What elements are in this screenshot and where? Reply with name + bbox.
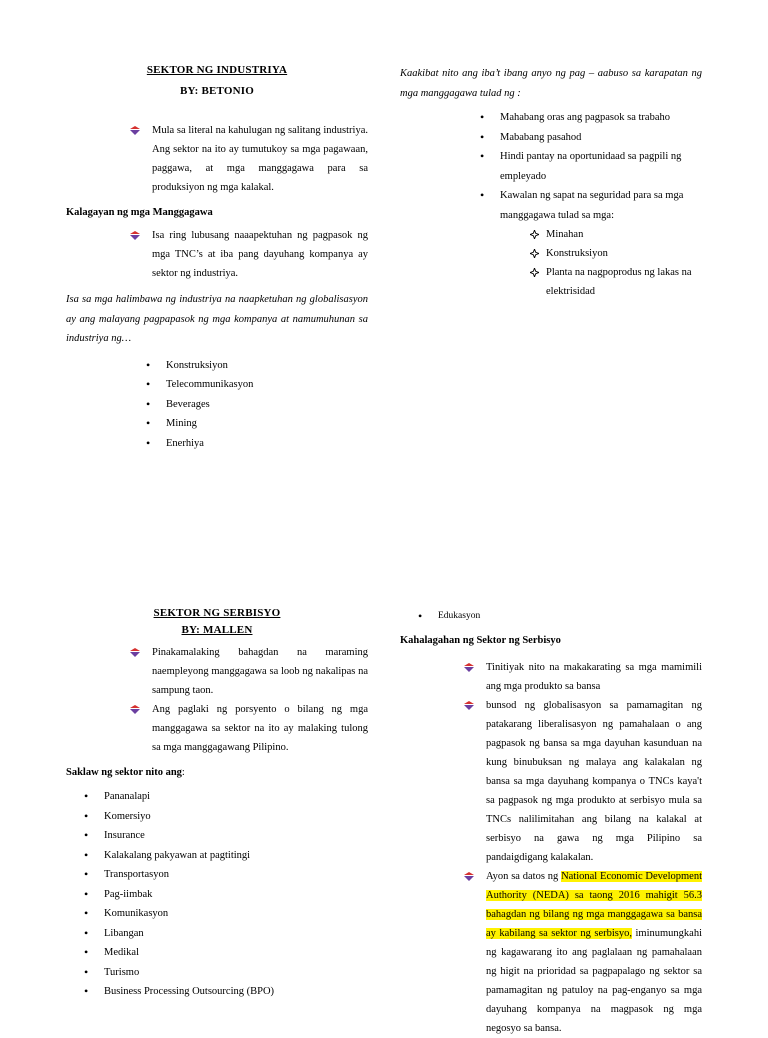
saklaw-list [82, 787, 368, 1002]
neda-item [464, 867, 702, 1038]
list-item: • Business Processing Outsourcing (BPO) [82, 982, 368, 1002]
list-item: • Komersiyo [82, 807, 368, 827]
serbisyo-column [66, 607, 368, 1002]
neda-prefix: Ayon sa datos ng [486, 870, 562, 882]
kahalagahan-item-text: bunsod ng globalisasyon sa pamamagitan ng patakarang liberalisasyon ng pamahalaan o ang pagpasok ng bansa sa mga dayuhan kasunduan na kung binubuksan ng malaya ang kalakalan ng bansa sa mga dayuhang kompanya o TNCs kaya't sa pagpasok ng mga produkto at serbisyo mula sa TNCs nalilimitahan ang bilang na kalakal at serbisyo na gawa ng mga Pilipino sa pandaigdigang kalakalan. [486, 699, 702, 863]
kahalagahan-item-text: Tinitiyak nito na makakarating sa mga mamimili ang mga produkto sa bansa [486, 661, 702, 692]
list-item: • Hindi pantay na oportunidaad sa pagpili ng empleyado [478, 147, 702, 186]
diamond-bullet-icon [530, 268, 539, 277]
serbisyo-item-text: Ang paglaki ng porsyento o bilang ng mga manggagawa sa sektor na ito ay malaking tulong sa mga manggagawang Pilipino. [152, 704, 368, 753]
list-item: • Mining [144, 414, 368, 434]
industriya-intro [130, 121, 368, 197]
kahalagahan-items [464, 658, 702, 867]
serbisyo-item-text: Pinakamalaking bahagdan na maraming naempleyong manggagawa sa loob ng nakalipas na sampung taon. [152, 647, 368, 696]
arrow-bullet-icon [464, 872, 474, 881]
sub-list-text: Planta na nagpoprodus ng lakas na elektrisidad [546, 267, 692, 297]
industriya-title: SEKTOR NG INDUSTRIYA [146, 64, 288, 76]
list-item: • Medikal [82, 943, 368, 963]
list-item: • Pananalapi [82, 787, 368, 807]
sub-list-item [528, 225, 702, 244]
sub-list-item [528, 244, 702, 263]
diamond-bullet-icon [530, 249, 539, 258]
serbisyo-items [130, 643, 368, 757]
serbisyo-item [130, 643, 368, 700]
arrow-bullet-icon [130, 231, 140, 240]
list-item: • Kalakalang pakyawan at pagtitingi [82, 846, 368, 866]
sub-list-text: Minahan [546, 229, 584, 240]
abuso-intro: Kaakibat nito ang iba’t ibang anyo ng pag – aabuso sa karapatan ng mga manggagawa tulad ng : [400, 68, 702, 99]
sub-list-item [528, 263, 702, 301]
sub-list-text: Konstruksiyon [546, 248, 608, 259]
list-item: • Pag-iimbak [82, 885, 368, 905]
arrow-bullet-icon [130, 126, 140, 135]
industriya-author: BY: BETONIO [179, 85, 255, 97]
list-item: • Libangan [82, 924, 368, 944]
list-item: • Telecommunikasyon [144, 375, 368, 395]
kahalagahan-heading: Kahalagahan ng Sektor ng Serbisyo [400, 634, 561, 646]
arrow-bullet-icon [130, 648, 140, 657]
arrow-bullet-icon [464, 663, 474, 672]
industriya-intro-text: Mula sa literal na kahulugan ng salitang industriya. Ang sektor na ito ay tumutukoy sa mga pagawaan, paggawa, at mga manggagawa para sa produksiyon ng mga kalakal. [152, 125, 368, 193]
list-item: • Mahabang oras ang pagpasok sa trabaho [478, 108, 702, 128]
saklaw-heading [66, 767, 368, 778]
halimbawa-paragraph: Isa sa mga halimbawa ng industriya na naapketuhan ng globalisasyon ay ang malayang pagpapasok ng mga kompanya at namumuhunan sa industriya ng… [66, 294, 368, 344]
list-item: • Turismo [82, 963, 368, 983]
edukasyon-list [416, 607, 702, 627]
abuso-list [478, 108, 702, 225]
kalagayan-item [130, 226, 368, 283]
list-item: • Beverages [144, 395, 368, 415]
list-item: • Edukasyon [416, 607, 702, 627]
halimbawa-list [144, 356, 368, 454]
saklaw-heading-colon: : [181, 767, 185, 778]
kahalagahan-item [464, 696, 702, 867]
serbisyo-title: SEKTOR NG SERBISYO [153, 607, 281, 619]
list-item: • Transportasyon [82, 865, 368, 885]
kahalagahan-column [400, 607, 702, 1038]
list-item: • Enerhiya [144, 434, 368, 454]
serbisyo-item [130, 700, 368, 757]
kalagayan-item-text: Isa ring lubusang naaapektuhan ng pagpasok ng mga TNC’s at iba pang dayuhang kompanya ay sektor ng industriya. [152, 230, 368, 279]
kahalagahan-item [464, 658, 702, 696]
neda-highlight: National Economic Development Authority (NEDA) sa taong 2016 mahigit 56.3 bahagdan ng bilang ng mga manggagawa sa bansa ay kabilang sa sektor ng serbisyo, [486, 870, 702, 939]
diamond-bullet-icon [530, 230, 539, 239]
industriya-column [66, 64, 368, 453]
saklaw-heading-text: Saklaw ng sektor nito ang [66, 767, 182, 778]
list-item: • Insurance [82, 826, 368, 846]
list-item: • Komunikasyon [82, 904, 368, 924]
list-item: • Konstruksiyon [144, 356, 368, 376]
neda-suffix: iminumungkahi ng kagawarang ito ang paglalaan ng pamahalaan ng higit na prioridad sa pagpapalago ng sektor sa pamamagitan ng patuloy na pag-enganyo sa mga dayuhang kompanya na magpasok ng mga negosyo sa bansa. [486, 927, 702, 1034]
list-item: • Mababang pasahod [478, 128, 702, 148]
list-item: • Kawalan ng sapat na seguridad para sa mga manggagawa tulad sa mga: [478, 186, 702, 225]
abuso-column [400, 64, 702, 301]
sub-list [528, 225, 702, 301]
arrow-bullet-icon [130, 705, 140, 714]
serbisyo-author: BY: MALLEN [181, 624, 253, 636]
arrow-bullet-icon [464, 701, 474, 710]
kalagayan-heading: Kalagayan ng mga Manggagawa [66, 207, 213, 218]
